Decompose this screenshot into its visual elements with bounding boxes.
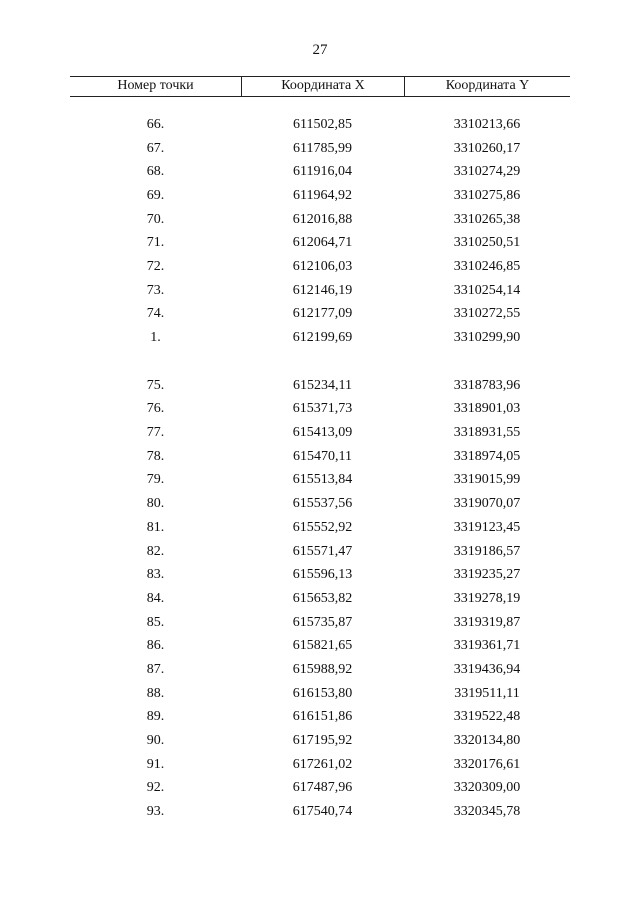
point-number-cell: 86. — [146, 638, 165, 654]
coordinate-y-cell: 3320309,00 — [453, 780, 521, 796]
coordinate-y-cell: 3310260,17 — [453, 140, 521, 156]
coordinate-y-cell: 3319186,57 — [453, 543, 521, 559]
point-number-cell: 71. — [146, 235, 165, 251]
table-row — [70, 255, 570, 279]
coordinate-y-cell: 3310250,51 — [453, 235, 521, 251]
coordinate-y-cell: 3310246,85 — [453, 258, 521, 274]
coordinate-x-cell: 611916,04 — [293, 164, 352, 180]
table-header — [70, 76, 570, 97]
table-group-1 — [70, 113, 570, 350]
coordinate-y-cell: 3310213,66 — [453, 116, 521, 132]
point-number-cell: 93. — [146, 804, 165, 820]
coordinate-y-cell: 3319319,87 — [453, 614, 521, 630]
coordinate-y-cell: 3320176,61 — [453, 756, 521, 772]
coordinate-x-cell: 615413,09 — [292, 425, 353, 441]
table-row — [70, 777, 570, 801]
coordinate-y-cell: 3310274,29 — [453, 164, 521, 180]
point-number-cell: 70. — [146, 211, 165, 227]
point-number-cell: 68. — [146, 164, 165, 180]
coordinate-y-cell: 3310299,90 — [453, 330, 521, 346]
coordinate-y-cell: 3310275,86 — [453, 187, 521, 203]
coordinate-x-cell: 612199,69 — [292, 330, 353, 346]
table-row — [70, 279, 570, 303]
coordinate-x-cell: 615653,82 — [292, 590, 353, 606]
table-row — [70, 753, 570, 777]
point-number-cell: 87. — [146, 661, 165, 677]
coordinate-x-cell: 615821,65 — [292, 638, 353, 654]
table-row — [70, 634, 570, 658]
point-number-cell: 80. — [146, 496, 165, 512]
table-row — [70, 374, 570, 398]
header-coordinate-x: Координата X — [241, 77, 404, 96]
coordinate-y-cell: 3318901,03 — [453, 401, 521, 417]
table-row — [70, 398, 570, 422]
coordinate-y-cell: 3318931,55 — [453, 425, 521, 441]
coordinate-x-cell: 612177,09 — [292, 306, 353, 322]
table-row — [70, 540, 570, 564]
table-row — [70, 137, 570, 161]
point-number-cell: 72. — [146, 258, 165, 274]
point-number-cell: 82. — [146, 543, 165, 559]
point-number-cell: 77. — [146, 425, 165, 441]
coordinate-x-cell: 615470,11 — [293, 448, 352, 464]
coordinate-y-cell: 3319436,94 — [453, 661, 521, 677]
table-row — [70, 326, 570, 350]
coordinate-x-cell: 611964,92 — [293, 187, 352, 203]
point-number-cell: 75. — [146, 377, 165, 393]
coordinate-y-cell: 3318974,05 — [453, 448, 521, 464]
point-number-cell: 85. — [146, 614, 165, 630]
table-row — [70, 421, 570, 445]
point-number-cell: 81. — [146, 519, 165, 535]
point-number-cell: 76. — [146, 401, 165, 417]
table-row — [70, 658, 570, 682]
coordinate-y-cell: 3320134,80 — [453, 733, 521, 749]
coordinate-y-cell: 3319361,71 — [453, 638, 521, 654]
coordinate-x-cell: 612106,03 — [292, 258, 353, 274]
point-number-cell: 74. — [146, 306, 165, 322]
group-separator — [70, 350, 570, 374]
coordinate-x-cell: 611502,85 — [293, 116, 352, 132]
coordinate-x-cell: 617195,92 — [292, 733, 353, 749]
table-row — [70, 492, 570, 516]
coordinate-x-cell: 617540,74 — [292, 804, 353, 820]
table-row — [70, 516, 570, 540]
point-number-cell: 69. — [146, 187, 165, 203]
coordinate-x-cell: 617487,96 — [292, 780, 353, 796]
coordinate-x-cell: 615552,92 — [292, 519, 353, 535]
coordinate-x-cell: 615571,47 — [292, 543, 353, 559]
coordinate-x-cell: 615537,56 — [292, 496, 353, 512]
point-number-cell: 88. — [146, 685, 165, 701]
header-coordinate-y: Координата Y — [404, 77, 570, 96]
point-number-cell: 78. — [146, 448, 165, 464]
point-number-cell: 79. — [146, 472, 165, 488]
coordinate-x-cell: 615371,73 — [292, 401, 353, 417]
table-row — [70, 231, 570, 255]
point-number-cell: 67. — [146, 140, 165, 156]
table-row — [70, 611, 570, 635]
page-number: 27 — [312, 42, 328, 58]
coordinate-x-cell: 615988,92 — [292, 661, 353, 677]
table-row — [70, 563, 570, 587]
coordinate-y-cell: 3320345,78 — [453, 804, 521, 820]
point-number-cell: 90. — [146, 733, 165, 749]
coordinates-table — [70, 76, 570, 824]
coordinate-x-cell: 612146,19 — [292, 282, 353, 298]
coordinate-x-cell: 615735,87 — [292, 614, 353, 630]
table-row — [70, 303, 570, 327]
point-number-cell: 89. — [146, 709, 165, 725]
table-row — [70, 800, 570, 824]
table-row — [70, 587, 570, 611]
table-row — [70, 208, 570, 232]
point-number-cell: 91. — [146, 756, 165, 772]
point-number-cell: 1. — [150, 330, 161, 346]
table-group-2 — [70, 374, 570, 824]
table-row — [70, 113, 570, 137]
coordinate-y-cell: 3318783,96 — [453, 377, 521, 393]
coordinate-x-cell: 616151,86 — [292, 709, 353, 725]
coordinate-y-cell: 3319522,48 — [453, 709, 521, 725]
coordinate-y-cell: 3310254,14 — [453, 282, 521, 298]
coordinate-y-cell: 3319235,27 — [453, 567, 521, 583]
coordinate-x-cell: 615513,84 — [292, 472, 353, 488]
header-point-number: Номер точки — [117, 78, 194, 93]
coordinate-x-cell: 611785,99 — [293, 140, 352, 156]
table-row — [70, 184, 570, 208]
table-row — [70, 160, 570, 184]
point-number-cell: 66. — [146, 116, 165, 132]
table-row — [70, 706, 570, 730]
coordinate-y-cell: 3319015,99 — [453, 472, 521, 488]
coordinate-y-cell: 3310272,55 — [453, 306, 521, 322]
point-number-cell: 83. — [146, 567, 165, 583]
coordinate-x-cell: 615596,13 — [292, 567, 353, 583]
coordinate-x-cell: 616153,80 — [292, 685, 353, 701]
coordinate-y-cell: 3319123,45 — [453, 519, 521, 535]
point-number-cell: 73. — [146, 282, 165, 298]
table-row — [70, 445, 570, 469]
point-number-cell: 84. — [146, 590, 165, 606]
coordinate-x-cell: 612064,71 — [292, 235, 353, 251]
coordinate-y-cell: 3310265,38 — [453, 211, 521, 227]
coordinate-y-cell: 3319070,07 — [453, 496, 521, 512]
table-row — [70, 682, 570, 706]
table-row — [70, 729, 570, 753]
point-number-cell: 92. — [146, 780, 165, 796]
coordinate-y-cell: 3319278,19 — [453, 590, 521, 606]
coordinate-x-cell: 617261,02 — [292, 756, 353, 772]
coordinate-x-cell: 615234,11 — [293, 377, 352, 393]
coordinate-y-cell: 3319511,11 — [454, 685, 520, 701]
coordinate-x-cell: 612016,88 — [292, 211, 353, 227]
table-row — [70, 469, 570, 493]
